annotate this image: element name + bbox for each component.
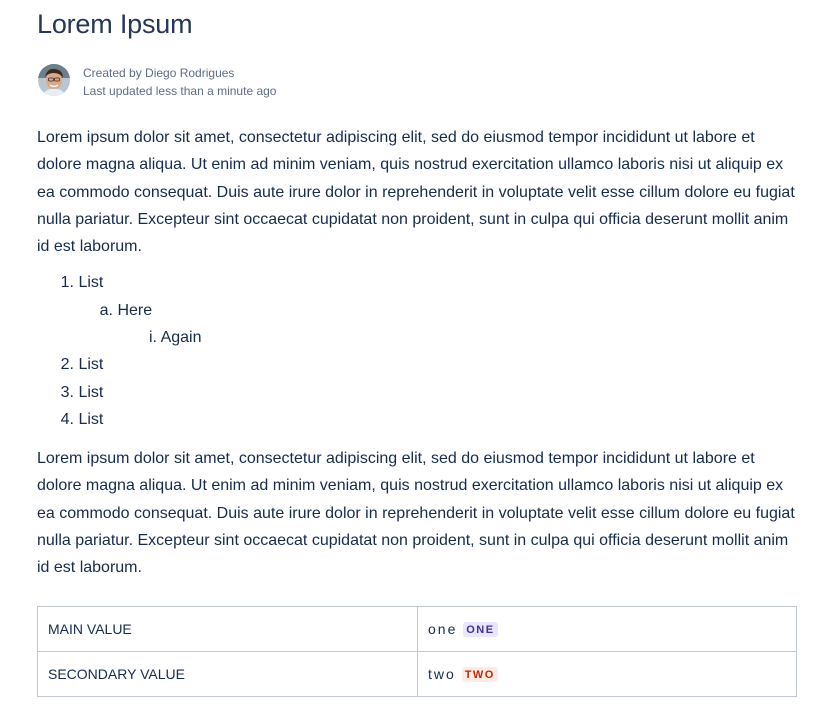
avatar[interactable] (38, 64, 70, 96)
status-lozenge: ONE (463, 622, 497, 637)
table-row (38, 652, 797, 697)
paragraph: Lorem ipsum dolor sit amet, consectetur adipiscing elit, sed do eiusmod tempor incididunt ut labore et dolore magna aliqua. Ut enim ad minim veniam, quis nostrud exercitation ullamco laboris nisi ut aliquip ex ea commodo consequat. Duis aute irure dolor in reprehenderit in voluptate velit esse cillum dolore eu fugiat nulla pariatur. Excepteur sint occaecat cupidatat non proident, sunt in culpa qui officia deserunt mollit anim id est laborum. (37, 450, 795, 577)
table-cell-value (418, 607, 797, 652)
list-item (97, 300, 152, 322)
created-by: Created by Diego Rodrigues (83, 66, 235, 80)
value-text: one (428, 621, 458, 637)
list-item-text: List (78, 411, 104, 428)
list-item-text: List (78, 384, 104, 401)
properties-table (37, 606, 797, 697)
list-item (141, 327, 201, 349)
list-marker: 1. (60, 274, 74, 291)
list-item (58, 382, 103, 404)
list-marker: 4. (60, 411, 74, 428)
table-cell-key: SECONDARY VALUE (38, 652, 418, 697)
list-marker: a. (99, 302, 113, 319)
page-meta (83, 64, 276, 100)
status-lozenge: TWO (462, 667, 498, 682)
list-item-text: List (78, 356, 104, 373)
list-marker: 3. (60, 384, 74, 401)
last-updated: Last updated less than a minute ago (83, 84, 277, 98)
list-item (58, 409, 103, 431)
table-cell-value (418, 652, 797, 697)
list-marker: 2. (60, 356, 74, 373)
list-item-text: Here (117, 302, 153, 319)
page-title: Lorem Ipsum (37, 9, 193, 39)
table-row (38, 607, 797, 652)
list-item (58, 272, 103, 294)
list-item (58, 354, 103, 376)
paragraph: Lorem ipsum dolor sit amet, consectetur adipiscing elit, sed do eiusmod tempor incididunt ut labore et dolore magna aliqua. Ut enim ad minim veniam, quis nostrud exercitation ullamco laboris nisi ut aliquip ex ea commodo consequat. Duis aute irure dolor in reprehenderit in voluptate velit esse cillum dolore eu fugiat nulla pariatur. Excepteur sint occaecat cupidatat non proident, sunt in culpa qui officia deserunt mollit anim id est laborum. (37, 129, 795, 256)
list-marker: i. (149, 329, 157, 346)
list-item-text: Again (160, 329, 202, 346)
table-cell-key: MAIN VALUE (38, 607, 418, 652)
byline (37, 63, 437, 97)
list-item-text: List (78, 274, 104, 291)
value-text: two (428, 666, 456, 682)
